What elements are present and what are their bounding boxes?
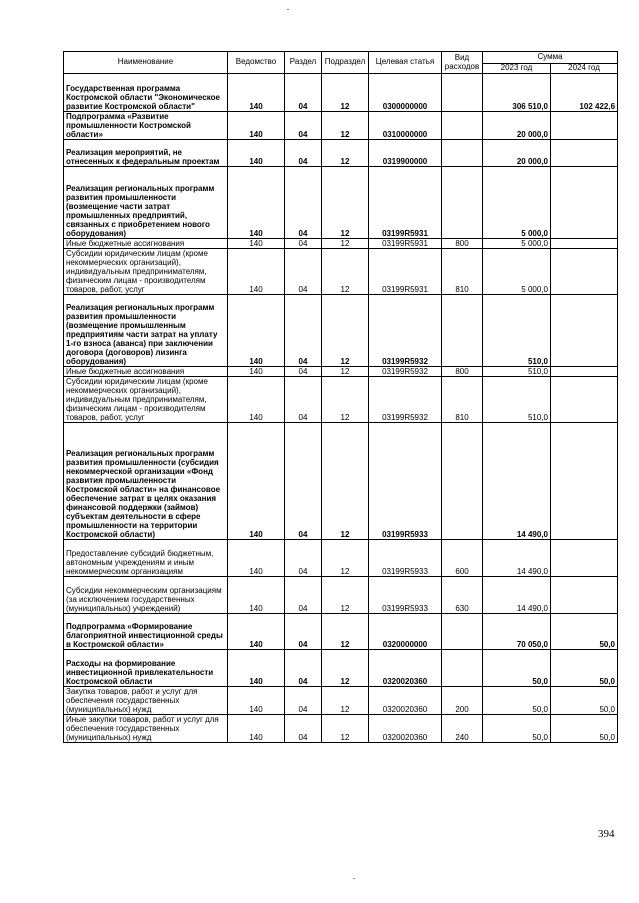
cell-sum-2024: 50,0 [551, 650, 618, 687]
cell-podrazdel: 12 [322, 249, 369, 295]
cell-sum-2023: 14 490,0 [483, 577, 551, 614]
cell-vedomstvo: 140 [228, 577, 285, 614]
cell-podrazdel: 12 [322, 687, 369, 715]
cell-sum-2023: 70 050,0 [483, 614, 551, 650]
cell-name: Субсидии юридическим лицам (кроме некоммерческих организаций), индивидуальным предпринимателям, физическим лицам - производителям товаров, работ, услуг [64, 377, 228, 423]
cell-podrazdel: 12 [322, 74, 369, 112]
cell-sum-2023: 510,0 [483, 367, 551, 377]
cell-sum-2024 [551, 367, 618, 377]
cell-tselevaya: 03199R5933 [369, 540, 442, 577]
cell-razdel: 04 [285, 295, 322, 367]
cell-tselevaya: 03199R5932 [369, 377, 442, 423]
header-podrazdel: Подраздел [322, 52, 369, 74]
cell-podrazdel: 12 [322, 367, 369, 377]
cell-vedomstvo: 140 [228, 167, 285, 239]
cell-vid [442, 112, 483, 140]
cell-sum-2023: 306 510,0 [483, 74, 551, 112]
cell-podrazdel: 12 [322, 650, 369, 687]
cell-name: Реализация мероприятий, не отнесенных к федеральным проектам [64, 140, 228, 167]
cell-sum-2023: 20 000,0 [483, 112, 551, 140]
cell-sum-2023: 50,0 [483, 715, 551, 743]
cell-vedomstvo: 140 [228, 74, 285, 112]
cell-sum-2024 [551, 377, 618, 423]
cell-name: Закупка товаров, работ и услуг для обеспечения государственных (муниципальных) нужд [64, 687, 228, 715]
table-row [64, 540, 618, 577]
cell-vid [442, 167, 483, 239]
cell-vid: 240 [442, 715, 483, 743]
table-row [64, 715, 618, 743]
cell-vid [442, 650, 483, 687]
cell-name: Предоставление субсидий бюджетным, автономным учреждениям и иным некоммерческим организациям [64, 540, 228, 577]
cell-vid: 810 [442, 249, 483, 295]
table-row [64, 239, 618, 249]
table-row [64, 614, 618, 650]
table-body [64, 74, 618, 743]
table-row [64, 140, 618, 167]
cell-razdel: 04 [285, 239, 322, 249]
cell-sum-2024 [551, 249, 618, 295]
header-vedomstvo: Ведомство [228, 52, 285, 74]
cell-vedomstvo: 140 [228, 295, 285, 367]
cell-vid [442, 423, 483, 540]
cell-name: Иные бюджетные ассигнования [64, 367, 228, 377]
cell-sum-2023: 5 000,0 [483, 239, 551, 249]
cell-tselevaya: 03199R5933 [369, 577, 442, 614]
cell-sum-2024 [551, 140, 618, 167]
cell-tselevaya: 03199R5932 [369, 295, 442, 367]
table-row [64, 367, 618, 377]
cell-name: Подпрограмма «Развитие промышленности Костромской области» [64, 112, 228, 140]
cell-razdel: 04 [285, 112, 322, 140]
header-2024: 2024 год [551, 64, 618, 74]
cell-podrazdel: 12 [322, 167, 369, 239]
table-row [64, 650, 618, 687]
cell-sum-2024: 102 422,6 [551, 74, 618, 112]
cell-vid: 600 [442, 540, 483, 577]
header-2023: 2023 год [483, 64, 551, 74]
cell-razdel: 04 [285, 687, 322, 715]
cell-vid: 630 [442, 577, 483, 614]
cell-razdel: 04 [285, 423, 322, 540]
cell-vid: 200 [442, 687, 483, 715]
cell-razdel: 04 [285, 715, 322, 743]
cell-sum-2023: 510,0 [483, 377, 551, 423]
cell-tselevaya: 0320020360 [369, 687, 442, 715]
cell-podrazdel: 12 [322, 377, 369, 423]
table-row [64, 295, 618, 367]
header-vid: Вид расходов [442, 52, 483, 74]
cell-vedomstvo: 140 [228, 367, 285, 377]
cell-vid: 810 [442, 377, 483, 423]
header-name: Наименование [64, 52, 228, 74]
cell-vid [442, 295, 483, 367]
scan-speck [353, 878, 355, 879]
cell-sum-2024 [551, 239, 618, 249]
cell-tselevaya: 0300000000 [369, 74, 442, 112]
cell-vedomstvo: 140 [228, 687, 285, 715]
cell-name: Иные закупки товаров, работ и услуг для обеспечения государственных (муниципальных) нужд [64, 715, 228, 743]
cell-tselevaya: 03199R5931 [369, 239, 442, 249]
cell-tselevaya: 03199R5932 [369, 367, 442, 377]
cell-vedomstvo: 140 [228, 540, 285, 577]
cell-name: Расходы на формирование инвестиционной привлекательности Костромской области [64, 650, 228, 687]
cell-tselevaya: 0320020360 [369, 715, 442, 743]
cell-sum-2023: 14 490,0 [483, 423, 551, 540]
cell-name: Иные бюджетные ассигнования [64, 239, 228, 249]
cell-sum-2024 [551, 112, 618, 140]
cell-razdel: 04 [285, 367, 322, 377]
cell-vid: 800 [442, 367, 483, 377]
cell-sum-2024 [551, 167, 618, 239]
cell-name: Государственная программа Костромской области "Экономическое развитие Костромской области" [64, 74, 228, 112]
cell-vedomstvo: 140 [228, 614, 285, 650]
cell-razdel: 04 [285, 249, 322, 295]
table-row [64, 74, 618, 112]
cell-razdel: 04 [285, 377, 322, 423]
cell-podrazdel: 12 [322, 295, 369, 367]
cell-podrazdel: 12 [322, 140, 369, 167]
table-row [64, 249, 618, 295]
cell-podrazdel: 12 [322, 423, 369, 540]
cell-sum-2024 [551, 540, 618, 577]
cell-podrazdel: 12 [322, 715, 369, 743]
cell-sum-2023: 5 000,0 [483, 249, 551, 295]
cell-name: Реализация региональных программ развития промышленности (субсидия некоммерческой организации «Фонд развития промышленности Костромской области» на финансовое обеспечение затрат в целях оказания финансовой поддержки (займов) субъектам деятельности в сфере промышленности на территории Костромской области) [64, 423, 228, 540]
cell-sum-2023: 14 490,0 [483, 540, 551, 577]
cell-vedomstvo: 140 [228, 423, 285, 540]
cell-tselevaya: 03199R5931 [369, 249, 442, 295]
cell-sum-2024: 50,0 [551, 687, 618, 715]
cell-vedomstvo: 140 [228, 249, 285, 295]
header-row-top [64, 52, 618, 64]
cell-sum-2023: 5 000,0 [483, 167, 551, 239]
cell-podrazdel: 12 [322, 614, 369, 650]
cell-vid [442, 140, 483, 167]
header-tselevaya: Целевая статья [369, 52, 442, 74]
cell-sum-2024: 50,0 [551, 715, 618, 743]
cell-razdel: 04 [285, 167, 322, 239]
cell-vedomstvo: 140 [228, 715, 285, 743]
page-number: 394 [598, 828, 615, 840]
cell-sum-2024: 50,0 [551, 614, 618, 650]
table-row [64, 687, 618, 715]
cell-tselevaya: 0320020360 [369, 650, 442, 687]
cell-name: Субсидии некоммерческим организациям (за исключением государственных (муниципальных) учреждений) [64, 577, 228, 614]
cell-tselevaya: 03199R5933 [369, 423, 442, 540]
cell-vid: 800 [442, 239, 483, 249]
cell-sum-2023: 20 000,0 [483, 140, 551, 167]
cell-razdel: 04 [285, 650, 322, 687]
cell-razdel: 04 [285, 74, 322, 112]
cell-vid [442, 74, 483, 112]
cell-vedomstvo: 140 [228, 377, 285, 423]
cell-podrazdel: 12 [322, 239, 369, 249]
cell-vedomstvo: 140 [228, 650, 285, 687]
cell-podrazdel: 12 [322, 577, 369, 614]
table-row [64, 377, 618, 423]
cell-name: Субсидии юридическим лицам (кроме некоммерческих организаций), индивидуальным предпринимателям, физическим лицам - производителям товаров, работ, услуг [64, 249, 228, 295]
cell-podrazdel: 12 [322, 540, 369, 577]
scan-speck [287, 9, 289, 10]
cell-vedomstvo: 140 [228, 112, 285, 140]
cell-sum-2023: 50,0 [483, 650, 551, 687]
cell-razdel: 04 [285, 614, 322, 650]
cell-podrazdel: 12 [322, 112, 369, 140]
cell-tselevaya: 0310000000 [369, 112, 442, 140]
table-row [64, 112, 618, 140]
cell-sum-2024 [551, 295, 618, 367]
cell-sum-2024 [551, 577, 618, 614]
cell-razdel: 04 [285, 577, 322, 614]
cell-sum-2023: 50,0 [483, 687, 551, 715]
cell-tselevaya: 03199R5931 [369, 167, 442, 239]
table-row [64, 577, 618, 614]
cell-razdel: 04 [285, 540, 322, 577]
cell-name: Реализация региональных программ развития промышленности (возмещение части затрат промышленных предприятий, связанных с приобретением нового оборудования) [64, 167, 228, 239]
cell-vid [442, 614, 483, 650]
cell-sum-2023: 510,0 [483, 295, 551, 367]
cell-razdel: 04 [285, 140, 322, 167]
table-row [64, 423, 618, 540]
cell-name: Реализация региональных программ развития промышленности (возмещение промышленным предприятиям части затрат на уплату 1-го взноса (аванса) при заключении договора (договоров) лизинга оборудования) [64, 295, 228, 367]
cell-sum-2024 [551, 423, 618, 540]
cell-name: Подпрограмма «Формирование благоприятной инвестиционной среды в Костромской области» [64, 614, 228, 650]
cell-vedomstvo: 140 [228, 140, 285, 167]
cell-vedomstvo: 140 [228, 239, 285, 249]
table-row [64, 167, 618, 239]
header-razdel: Раздел [285, 52, 322, 74]
cell-tselevaya: 0320000000 [369, 614, 442, 650]
header-summa: Сумма [483, 52, 618, 64]
cell-tselevaya: 0319900000 [369, 140, 442, 167]
budget-table [63, 51, 618, 743]
